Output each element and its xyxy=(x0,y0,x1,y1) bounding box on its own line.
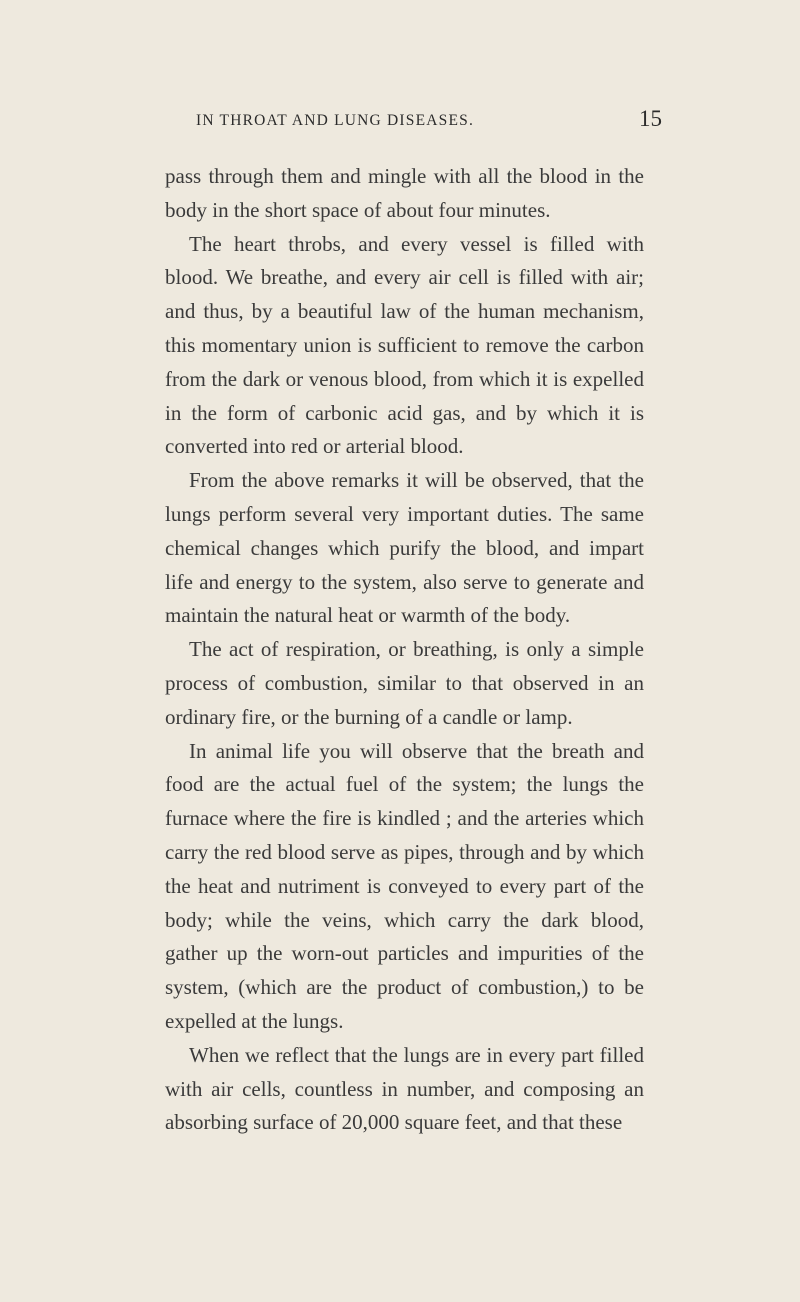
paragraph: From the above remarks it will be observed, that the lungs perform several very important duties. The same chemical changes which purify the blood, and impart life and energy to the system, also serve to generate and maintain the natural heat or warmth of the body. xyxy=(165,468,644,628)
paragraph: The act of respiration, or breathing, is only a simple process of combustion, similar to that observed in an ordinary fire, or the burning of a candle or lamp. xyxy=(165,637,644,729)
paragraph-continuation: pass through them and mingle with all the blood in the body in the short space of about four minutes. xyxy=(165,164,644,222)
paragraph: In animal life you will observe that the breath and food are the actual fuel of the system; the lungs the furnace where the fire is kindled ; and the arteries which carry the red blood serve as pipes, through and by which the heat and nutriment is conveyed to every part of the body; while the veins, which carry the dark blood, gather up the worn-out particles and impurities of the system, (which are the product of combustion,) to be expelled at the lungs. xyxy=(165,738,644,1033)
paragraph: The heart throbs, and every vessel is filled with blood. We breathe, and every air cell is filled with air; and thus, by a beautiful law of the human mechanism, this momentary union is sufficient to remove the carbon from the dark or venous blood, from which it is expelled in the form of carbonic acid gas, and by which it is converted into red or arterial blood. xyxy=(165,231,644,459)
page-header xyxy=(196,106,662,131)
body-text xyxy=(165,160,644,1140)
paragraph: When we reflect that the lungs are in every part filled with air cells, countless in number, and composing an absorbing surface of 20,000 square feet, and that these xyxy=(165,1042,644,1135)
page-number: 15 xyxy=(639,106,662,131)
running-title: IN THROAT AND LUNG DISEASES. xyxy=(196,112,475,129)
